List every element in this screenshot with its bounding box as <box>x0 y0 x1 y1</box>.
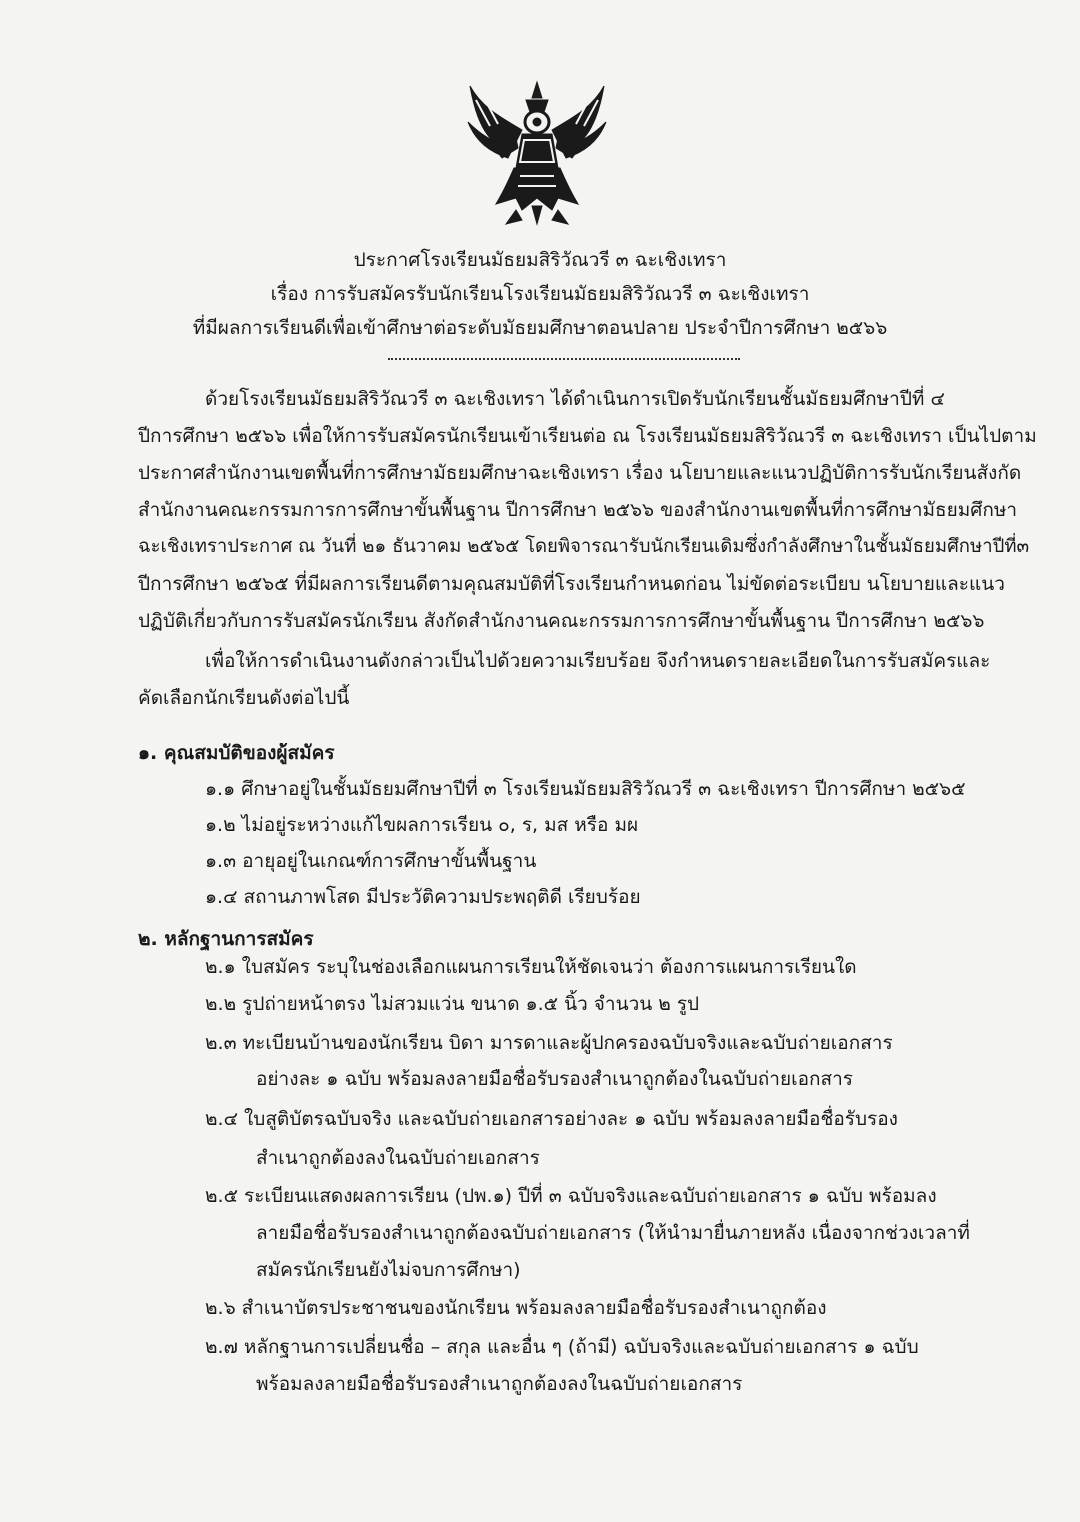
announcement-subject-continued: ที่มีผลการเรียนดีเพื่อเข้าศึกษาต่อระดับมัธยมศึกษาตอนปลาย ประจำปีการศึกษา ๒๕๖๖ <box>192 317 888 339</box>
intro-paragraph-line: ปีการศึกษา ๒๕๖๖ เพื่อให้การรับสมัครนักเรียนเข้าเรียนต่อ ณ โรงเรียนมัธยมสิริวัณวรี ๓ ฉะเชิงเทรา เป็นไปตาม <box>138 425 1037 447</box>
qualification-item: ๑.๒ ไม่อยู่ระหว่างแก้ไขผลการเรียน ๐, ร, มส หรือ มผ <box>205 814 639 836</box>
announcement-subject: เรื่อง การรับสมัครรับนักเรียนโรงเรียนมัธยมสิริวัณวรี ๓ ฉะเชิงเทรา <box>270 283 810 305</box>
document-item: ๒.๔ ใบสูติบัตรฉบับจริง และฉบับถ่ายเอกสารอย่างละ ๑ ฉบับ พร้อมลงลายมือชื่อรับรอง <box>205 1108 898 1130</box>
intro-paragraph-line: ปีการศึกษา ๒๕๖๕ ที่มีผลการเรียนดีตามคุณสมบัติที่โรงเรียนกำหนดก่อน ไม่ขัดต่อระเบียบ นโยบายและแนว <box>138 573 1005 595</box>
document-item-continuation: อย่างละ ๑ ฉบับ พร้อมลงลายมือชื่อรับรองสำเนาถูกต้องในฉบับถ่ายเอกสาร <box>256 1068 853 1090</box>
document-item-continuation: ลายมือชื่อรับรองสำเนาถูกต้องฉบับถ่ายเอกสาร (ให้นำมายื่นภายหลัง เนื่องจากช่วงเวลาที่ <box>256 1222 970 1244</box>
qualification-item: ๑.๑ ศึกษาอยู่ในชั้นมัธยมศึกษาปีที่ ๓ โรงเรียนมัธยมสิริวัณวรี ๓ ฉะเชิงเทรา ปีการศึกษา ๒๕๖๕ <box>205 778 966 800</box>
intro-paragraph-line: ปฏิบัติเกี่ยวกับการรับสมัครนักเรียน สังกัดสำนักงานคณะกรรมการการศึกษาขั้นพื้นฐาน ปีการศึกษา ๒๕๖๖ <box>138 610 985 632</box>
qualification-item: ๑.๓ อายุอยู่ในเกณฑ์การศึกษาขั้นพื้นฐาน <box>205 850 537 872</box>
document-item: ๒.๕ ระเบียนแสดงผลการเรียน (ปพ.๑) ปีที่ ๓ ฉบับจริงและฉบับถ่ายเอกสาร ๑ ฉบับ พร้อมลง <box>205 1185 937 1207</box>
document-item: ๒.๗ หลักฐานการเปลี่ยนชื่อ – สกุล และอื่น ๆ (ถ้ามี) ฉบับจริงและฉบับถ่ายเอกสาร ๑ ฉบับ <box>205 1336 919 1358</box>
announcement-title: ประกาศโรงเรียนมัธยมสิริวัณวรี ๓ ฉะเชิงเทรา <box>353 249 727 271</box>
intro-paragraph-line: คัดเลือกนักเรียนดังต่อไปนี้ <box>138 687 350 709</box>
qualification-item: ๑.๔ สถานภาพโสด มีประวัติความประพฤติดี เรียบร้อย <box>205 886 641 908</box>
section-heading-documents: ๒. หลักฐานการสมัคร <box>138 928 314 950</box>
intro-paragraph-line: สำนักงานคณะกรรมการการศึกษาขั้นพื้นฐาน ปีการศึกษา ๒๕๖๖ ของสำนักงานเขตพื้นที่การศึกษามัธยมศึกษา <box>138 499 1018 521</box>
document-item-continuation: พร้อมลงลายมือชื่อรับรองสำเนาถูกต้องลงในฉบับถ่ายเอกสาร <box>256 1373 743 1395</box>
document-item-continuation: สำเนาถูกต้องลงในฉบับถ่ายเอกสาร <box>256 1147 540 1169</box>
document-item: ๒.๑ ใบสมัคร ระบุในช่องเลือกแผนการเรียนให้ชัดเจนว่า ต้องการแผนการเรียนใด <box>205 956 857 978</box>
intro-paragraph-line: เพื่อให้การดำเนินงานดังกล่าวเป็นไปด้วยความเรียบร้อย จึงกำหนดรายละเอียดในการรับสมัครและ <box>205 650 991 672</box>
intro-paragraph-line: ด้วยโรงเรียนมัธยมสิริวัณวรี ๓ ฉะเชิงเทรา ได้ดำเนินการเปิดรับนักเรียนชั้นมัธยมศึกษาปีที่ ๔ <box>205 388 945 410</box>
document-item-continuation: สมัครนักเรียนยังไม่จบการศึกษา) <box>256 1259 521 1281</box>
intro-paragraph-line: ฉะเชิงเทราประกาศ ณ วันที่ ๒๑ ธันวาคม ๒๕๖๕ โดยพิจารณารับนักเรียนเดิมซึ่งกำลังศึกษาในชั้นมัธยมศึกษาปีที่๓ <box>138 536 1030 557</box>
separator-dotted-line <box>388 358 740 360</box>
document-item: ๒.๖ สำเนาบัตรประชาชนของนักเรียน พร้อมลงลายมือชื่อรับรองสำเนาถูกต้อง <box>205 1297 827 1319</box>
section-heading-qualifications: ๑. คุณสมบัติของผู้สมัคร <box>138 742 335 764</box>
intro-paragraph-line: ประกาศสำนักงานเขตพื้นที่การศึกษามัธยมศึกษาฉะเชิงเทรา เรื่อง นโยบายและแนวปฏิบัติการรับนักเรียนสังกัด <box>138 462 1022 484</box>
document-item: ๒.๒ รูปถ่ายหน้าตรง ไม่สวมแว่น ขนาด ๑.๕ นิ้ว จำนวน ๒ รูป <box>205 993 700 1015</box>
garuda-emblem-icon <box>462 78 612 226</box>
document-item: ๒.๓ ทะเบียนบ้านของนักเรียน บิดา มารดาและผู้ปกครองฉบับจริงและฉบับถ่ายเอกสาร <box>205 1032 893 1054</box>
